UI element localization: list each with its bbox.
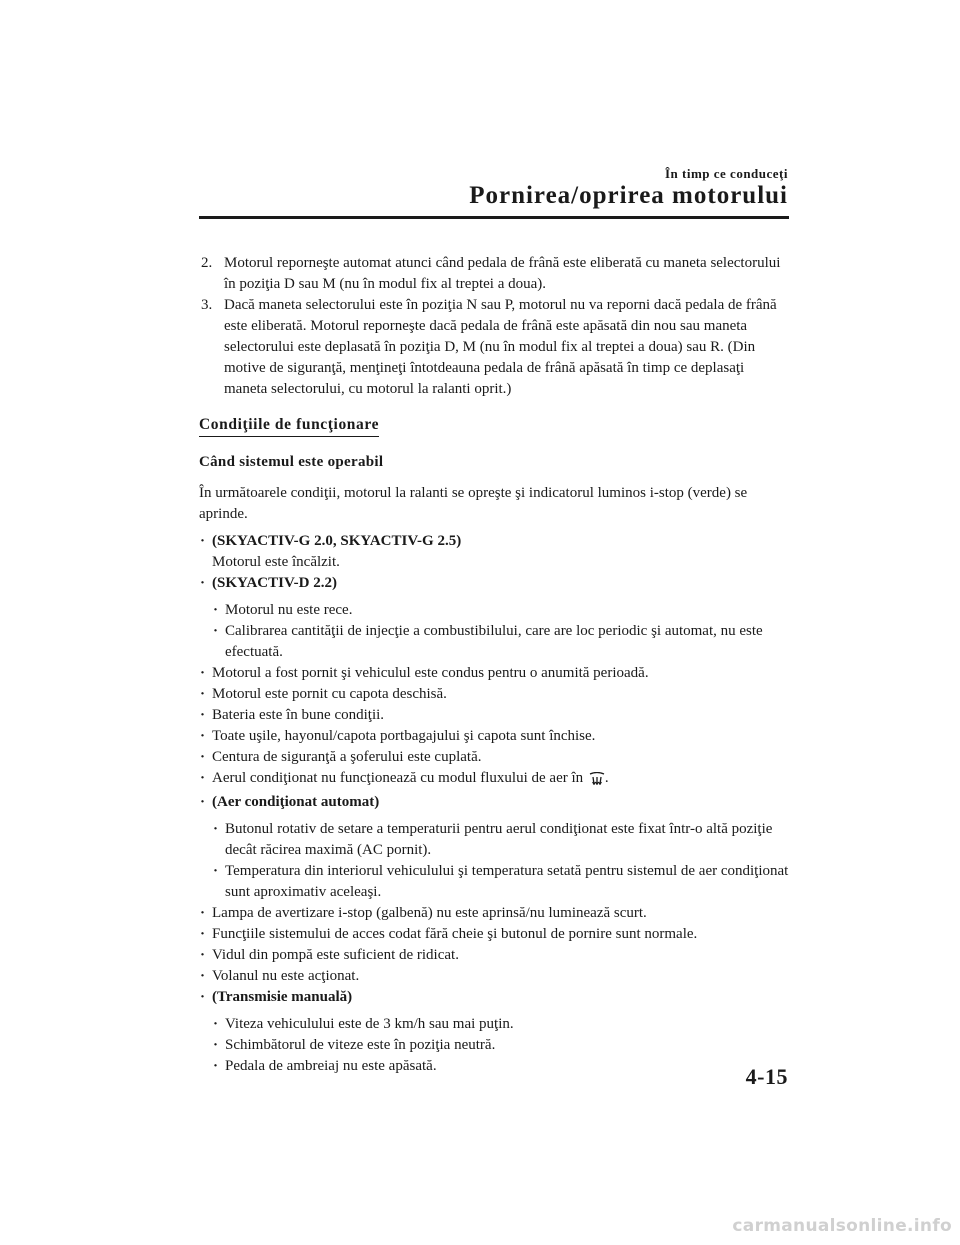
list-item: · Funcţiile sistemului de acces codat fără cheie şi butonul de pornire sunt normale. [199,924,789,945]
petrol-engine-label: · (SKYACTIV-G 2.0, SKYACTIV-G 2.5) [199,531,789,552]
item-number: 3. [201,297,213,313]
conditions-list [199,531,789,1077]
list-item-ac [199,768,789,792]
intro-paragraph: În următoarele condiţii, motorul la ralanti se opreşte şi indicatorul luminos i-stop (verde) se aprinde. [199,485,748,522]
page-title: Pornirea/oprirea motorului [469,182,788,209]
section-header: În timp ce conduceţi [664,166,788,181]
numbered-item [199,253,789,295]
section-title: Condiţiile de funcţionare [199,414,379,437]
defroster-airflow-icon [589,771,605,792]
ac-auto-label: · (Aer condiţionat automat) [199,792,789,813]
list-item: · Motorul a fost pornit şi vehiculul este condus pentru o anumită perioadă. [199,663,789,684]
item-text: Dacă maneta selectorului este în poziţia N sau P, motorul nu va reporni dacă pedala de frână este eliberată. Motorul reporneşte dacă pedala de frână este apăsată din nou sau maneta selectorului este deplasată în poziţia D, M (nu în modul fix al treptei a doua) sau R. (Din motive de siguranţă, menţineţi întotdeauna pedala de frână apăsată în timp ce deplasaţi maneta selectorului, cu motorul la ralanti oprit.) [224,297,777,397]
diesel-engine-label: · (SKYACTIV-D 2.2) [199,573,789,594]
list-item: · Schimbătorul de viteze este în poziţia neutră. [199,1035,789,1056]
list-item: · Lampa de avertizare i-stop (galbenă) nu este aprinsă/nu luminează scurt. [199,903,789,924]
ac-suffix: . [604,770,609,786]
item-text: Motorul reporneşte automat atunci când pedala de frână este eliberată cu maneta selectorului în poziţia D sau M (nu în modul fix al treptei a doua). [224,255,781,292]
list-item: · Calibrarea cantităţii de injecţie a combustibilului, care are loc periodic şi automat, nu este efectuată. [199,621,789,663]
list-item: · Bateria este în bune condiţii. [199,705,789,726]
petrol-engine-text: Motorul este încălzit. [212,554,340,570]
list-item: · Volanul nu este acţionat. [199,966,789,987]
page-content [199,253,789,1077]
item-number: 2. [201,255,213,271]
subsection-title: Când sistemul este operabil [199,454,384,470]
list-item: · Butonul rotativ de setare a temperaturii pentru aerul condiţionat este fixat într-o altă poziţie decât răcirea maximă (AC pornit). [199,819,789,861]
list-item: · Motorul este pornit cu capota deschisă. [199,684,789,705]
list-item: · Motorul nu este rece. [199,600,789,621]
watermark: carmanualsonline.info [732,1216,952,1236]
list-item: · Temperatura din interiorul vehiculului şi temperatura setată pentru sistemul de aer condiţionat sunt aproximativ aceleaşi. [199,861,789,903]
list-item: · Pedala de ambreiaj nu este apăsată. [199,1056,789,1077]
list-item: · Toate uşile, hayonul/capota portbagajului şi capota sunt închise. [199,726,789,747]
list-item: · Centura de siguranţă a şoferului este cuplată. [199,747,789,768]
list-item: · Viteza vehiculului este de 3 km/h sau mai puţin. [199,1014,789,1035]
page-number: 4-15 [745,1064,788,1089]
manual-transmission-label: · (Transmisie manuală) [199,987,789,1008]
list-item: · Vidul din pompă este suficient de ridicat. [199,945,789,966]
numbered-item [199,295,789,400]
header-divider [199,216,789,219]
ac-text: Aerul condiţionat nu funcţionează cu modul fluxului de aer în [212,770,584,786]
